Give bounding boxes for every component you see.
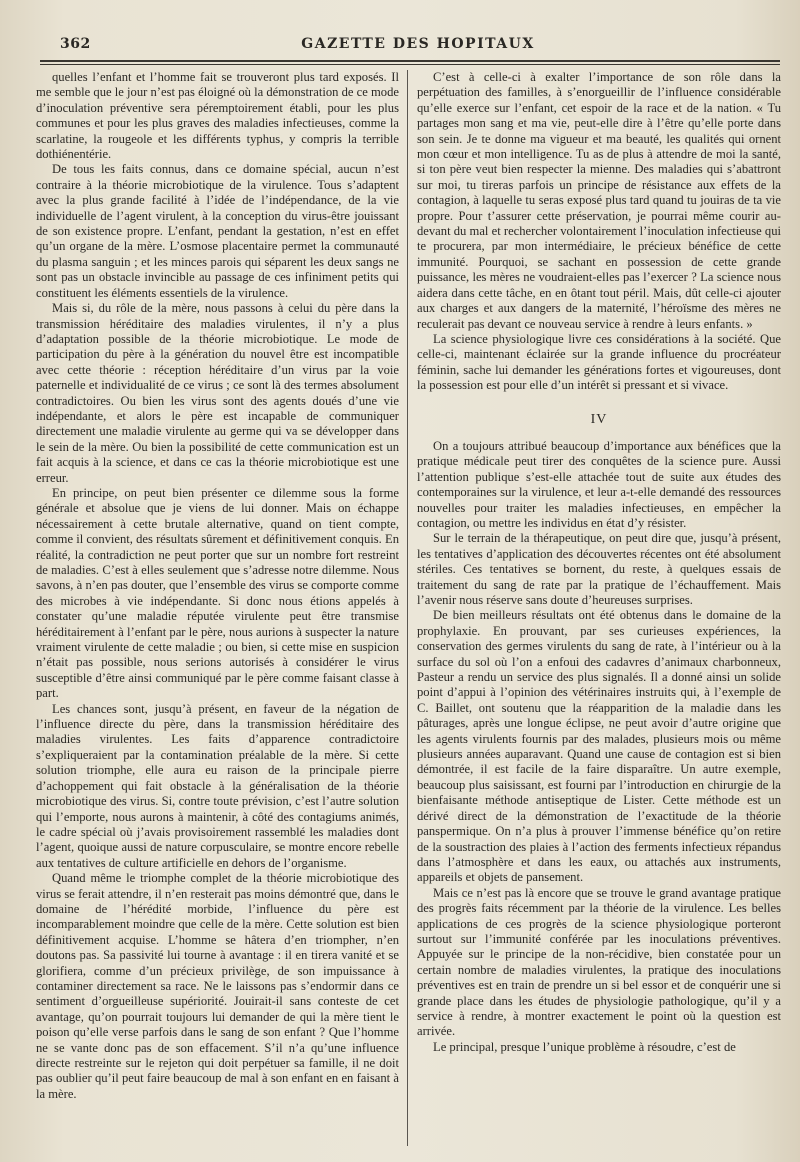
section-number: IV [590, 411, 608, 427]
header-rule-thin [40, 64, 780, 65]
paragraph: On a toujours attribué beaucoup d’importance aux bénéfices que la pratique médicale peut tirer des conquêtes de la science pure. Aussi l’attention publique s’est-elle attachée tout de suite aux études des contemporaines sur la virulence, et leur a-t-elle demandé des ressources nouvelles pour traiter les maladies infectieuses, en empêcher la contagion, ou mettre les individus en état d’y résister. [417, 438, 781, 530]
paragraph: De tous les faits connus, dans ce domaine spécial, aucun n’est contraire à la théorie microbiotique de la virulence. Tous s’adaptent avec la plus grande facilité à l’idée de l’indépendance, de la vie individuelle de l’agent virulent, à la conception du virus-être jouissant de son existence propre. L’enfant, pendant la gestation, n’est en effet qu’un organe de la mère. L’osmose placentaire permet la communauté du plasma sanguin ; et les minces parois qui séparent les deux sangs ne sont pas un obstacle invincible au passage de ces infiniment petits qui constituent les éléments essentiels de la virulence. [36, 162, 399, 300]
paragraph: En principe, on peut bien présenter ce dilemme sous la forme générale et absolue que je viens de lui donner. Mais on échappe nécessairement à cette brutale alternative, quand on tient compte, comme il convient, des résultats sûrement et définitivement conquis. En réalité, la contradiction ne peut porter que sur un nombre fort restreint de maladies. C’est à elles seulement que s’adresse notre dilemme. Nous savons, à n’en pas douter, que l’ensemble des virus se comporte comme des microbes à vie indépendante. Si donc nous étions appelés à constater qu’une maladie réputée virulente peut être transmise héréditairement à l’enfant par le père, nous aurions à suspecter la nature vraiment virulente de cette maladie ; ou bien, si cette mise en suspicion n’était pas possible, nous serions autorisés à considérer le virus susceptible d’être ainsi communiqué par le père comme faisant classe à part. [36, 485, 399, 701]
paragraph: Le principal, presque l’unique problème à résoudre, c’est de [433, 1039, 736, 1054]
text-columns [36, 70, 784, 1150]
right-column [417, 70, 781, 1055]
paragraph: quelles l’enfant et l’homme fait se trouveront plus tard exposés. Il me semble que le jour n’est pas éloigné où la démonstration de ce mode d’inoculation préventive sera péremptoirement établi, pour les plus communes et pour les plus graves des maladies infectieuses, comme la scarlatine, la rougeole et les différents typhus, y compris la terrible dothiénentérie. [36, 70, 399, 162]
left-column [36, 70, 399, 1102]
column-divider [407, 70, 408, 1146]
journal-title: GAZETTE DES HOPITAUX [301, 36, 535, 52]
page-number: 362 [60, 36, 91, 52]
header-rule [40, 60, 780, 62]
paragraph: Sur le terrain de la thérapeutique, on peut dire que, jusqu’à présent, les tentatives d’application des découvertes récentes ont été absolument stériles. Ces tentatives se bornent, du reste, à quelques essais de traitement du sang de rate par la pratique de l’échauffement. Mais l’avenir nous réserve sans doute d’heureuses surprises. [417, 531, 781, 607]
page-header [60, 36, 776, 58]
paragraph: C’est à celle-ci à exalter l’importance de son rôle dans la perpétuation des familles, à s’enorgueillir de l’influence considérable qu’elle exerce sur l’enfant, cet espoir de la race et de la nation. « Tu partages mon sang et ma vie, peut-elle dire à l’être qu’elle porte dans son sein. Je te donne ma vigueur et ma beauté, les qualités qui ornent mon cœur et mon intelligence. Tu as de plus à attendre de moi la santé, si ton père veut bien respecter la mienne. Des maladies qui s’abattront sur moi, tu tireras parfois un principe de résistance aux effets de la contagion, à laquelle tu seras exposé plus tard quand tu jouiras de ta vie propre. Pour t’assurer cette préservation, je pourrai même courir au-devant du mal et rechercher volontairement l’inoculation infectieuse qui te procurera, par mon intermédiaire, le précieux bénéfice de cette immunité. Pourquoi, se sachant en possession de cette grande puissance, les mères ne voudraient-elles pas l’exercer ? La science nous aidera dans cette tâche, en en ôtant tout péril. Mais, dût celle-ci ajouter aux charges et aux dangers de la maternité, l’héroïsme des mères ne reculerait pas devant ce nouveau service à rendre à leurs enfants. » [417, 70, 781, 331]
paragraph: La science physiologique livre ces considérations à la société. Que celle-ci, maintenant éclairée sur la grande influence du procréateur féminin, sache lui demander les générations fortes et vigoureuses, dont la possession est pour elle d’un intérêt si pressant et si vivace. [417, 331, 781, 393]
paragraph: Les chances sont, jusqu’à présent, en faveur de la négation de l’influence directe du père, dans la transmission héréditaire des maladies virulentes. Les faits d’apparence contradictoire s’expliqueraient par la contamination préalable de la mère. Si cette solution triomphe, elle aura eu raison de la principale pierre d’achoppement qui fait obstacle à la généralisation de la théorie microbiotique des virus. Si, contre toute prévision, c’est l’autre solution qui l’emporte, nous aurons à maintenir, à côté des contagiums animés, le cadre spécial où j’avais provisoirement rassemblé les maladies dont l’agent, quoique aussi de nature corpusculaire, se montre encore rebelle aux tentatives de culture artificielle en dehors de l’organisme. [36, 701, 399, 870]
paragraph: Mais si, du rôle de la mère, nous passons à celui du père dans la transmission héréditaire des maladies virulentes, il n’y a plus d’adaptation possible de la théorie microbiotique. Le mode de participation du père à la génération du nouvel être est incompatible avec cette théorie : réception héréditaire d’un virus par la voie paternelle et individualité de ce virus ; ce sont là des termes absolument contradictoires. Ou bien les virus sont des agents doués d’une vie indépendante, et alors le père est incapable de communiquer directement une maladie virulente au germe qui va se développer dans le sein de la mère. Ou bien la possibilité de cette communication est un fait acquis à la science, et dans ce cas la théorie microbiotique est une erreur. [36, 301, 399, 485]
paragraph: De bien meilleurs résultats ont été obtenus dans le domaine de la prophylaxie. En prouvant, par ses curieuses expériences, la conservation des germes virulents du sang de rate, à l’intérieur ou à la surface du sol où l’on a enfoui des cadavres d’animaux charbonneux, Pasteur a rendu un service des plus signalés. Il a donné ainsi un solide point d’appui à l’opinion des vétérinaires instruits qui, à l’exemple de C. Baillet, ont soutenu que la réapparition de la maladie dans les pâturages, après une longue éclipse, ne peut avoir d’autre origine que les agents virulents fournis par des malades, plusieurs mois ou même plusieurs années auparavant. Quand une cause de contagion est si bien démontrée, il est facile de la faire disparaître. Un autre exemple, beaucoup plus saisissant, est fourni par l’introduction en chirurgie de la bienfaisante méthode antiseptique de Lister. Cette méthode est un dérivé direct de la démonstration de l’exactitude de la théorie panspermique. On n’a plus à prouver l’immense bénéfice qu’on retire de la soustraction des plaies à l’action des ferments infectieux répandus dans l’atmosphère et dans les eaux, ou attachés aux instruments, appareils et objets de pansement. [417, 608, 781, 885]
paragraph: Quand même le triomphe complet de la théorie microbiotique des virus se ferait attendre, il n’en resterait pas moins démontré que, dans le domaine de l’hérédité morbide, l’influence du père est incomparablement moindre que celle de la mère. Cette solution est bien définitivement acquise. L’homme se hâtera d’en triompher, n’en doutons pas. Sa passivité lui tourne à avantage : il en tirera vanité et se glorifiera, comme d’un précieux privilège, de son impuissance à contaminer directement sa race. Ne le laissons pas s’endormir dans ce sentiment d’orgueilleuse supériorité. Jouirait-il sans conteste de cet avantage, qu’on pourrait toujours lui demander de qui la mère tient le poison qu’elle verse parfois dans le sang de son enfant ? Que l’homme ne se vante donc pas de son effacement. S’il n’a qu’une influence directe restreinte sur le rejeton qui doit perpétuer sa famille, il ne doit pas oublier qu’il peut faire beaucoup de mal à son enfant en en faisant à la mère. [36, 871, 399, 1101]
paragraph: Mais ce n’est pas là encore que se trouve le grand avantage pratique des progrès faits récemment par la théorie de la virulence. Les belles applications de ces progrès de la science physiologique porteront surtout sur l’immunité conférée par les inoculations préventives. Appuyée sur le principe de la non-récidive, bien constatée pour un certain nombre de maladies virulentes, la pratique des inoculations préventives est en train de prendre un si bel essor et de conquérir une si grande place dans les études de physiologie pathologique, qu’il y a service à rendre, à montrer exactement le point où la question est arrivée. [417, 885, 781, 1039]
